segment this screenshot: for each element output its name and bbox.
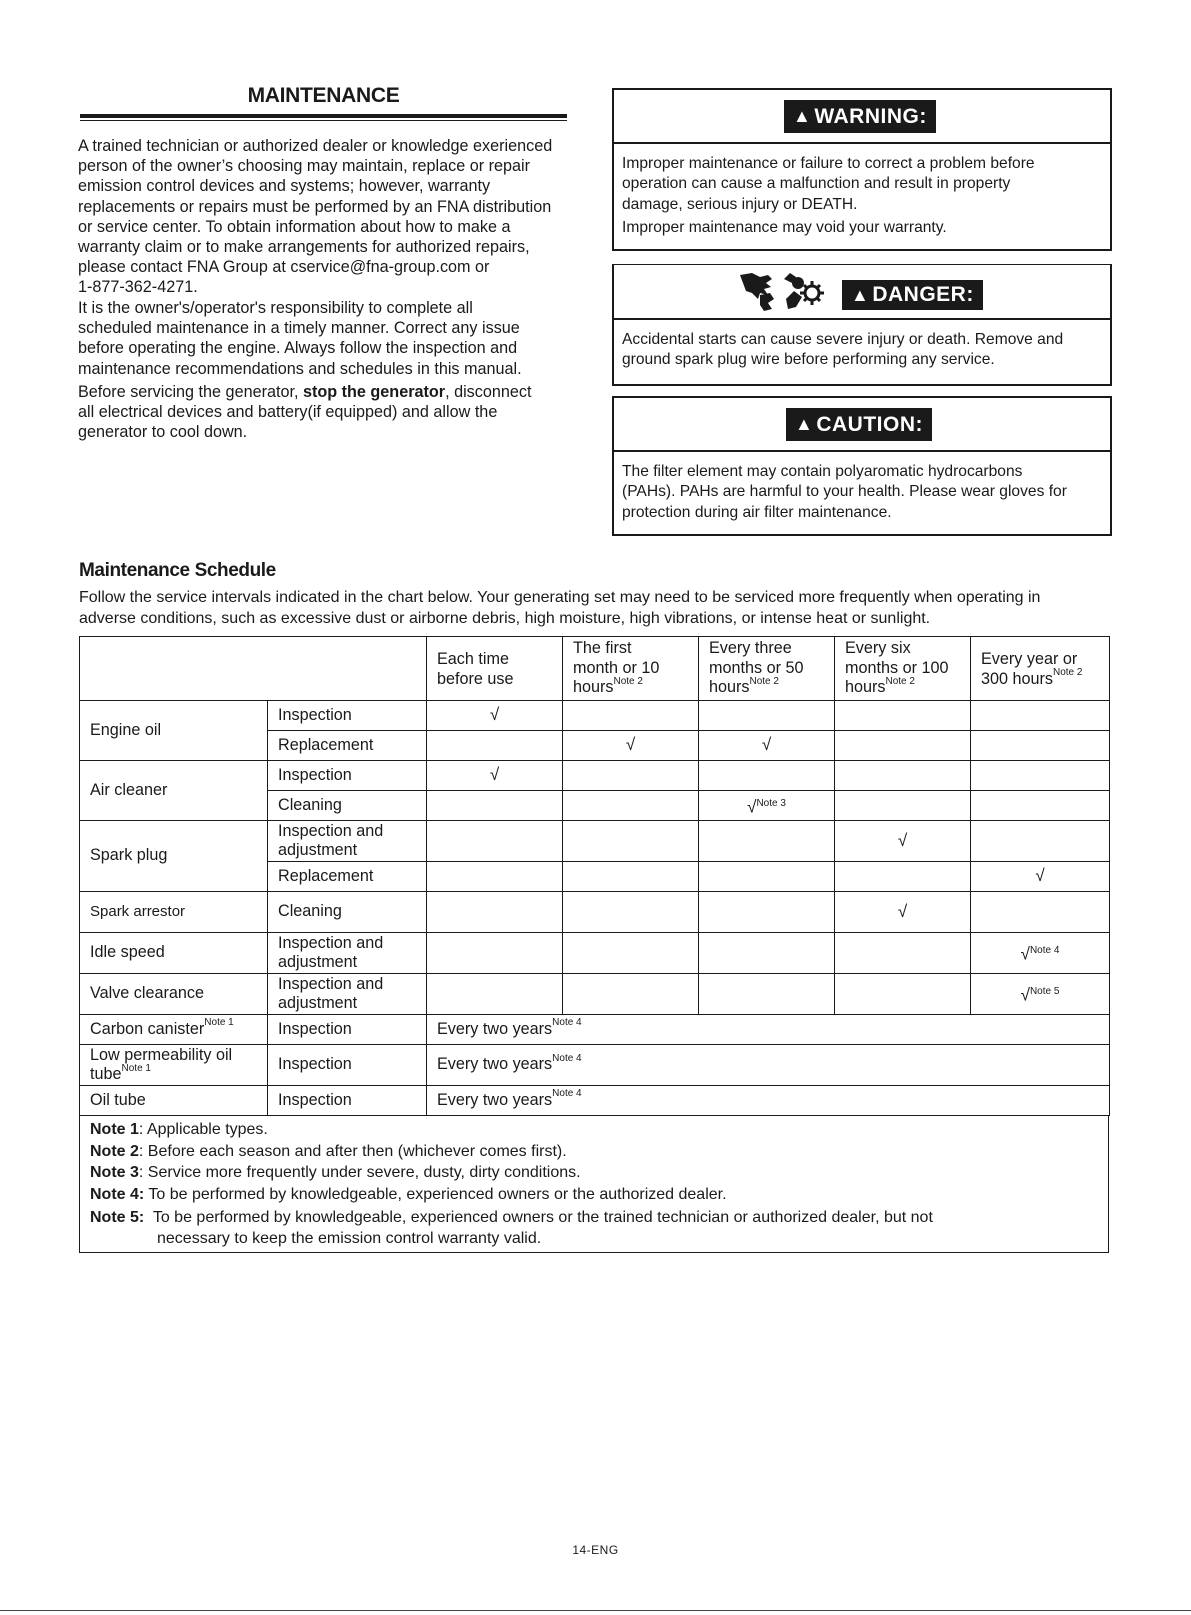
empty-cell — [971, 731, 1110, 761]
header-line: Each time — [437, 650, 509, 668]
task-cell: Cleaning — [268, 791, 427, 821]
note-ref: Note 4 — [552, 1088, 582, 1100]
header-each-time — [427, 637, 563, 701]
warning-header — [614, 90, 1110, 144]
task-cell — [268, 974, 427, 1015]
table-row — [80, 821, 1110, 862]
page-number: 14-ENG — [572, 1543, 619, 1557]
table-row — [80, 892, 1110, 933]
warning-label-text: WARNING: — [814, 105, 927, 128]
check-cell — [971, 974, 1110, 1015]
empty-cell — [835, 731, 971, 761]
check-cell — [427, 761, 563, 791]
item-line: Low permeability oil — [90, 1045, 233, 1064]
header-text: 300 hours — [981, 669, 1053, 688]
schedule-intro — [79, 587, 1119, 629]
interval-text: Every two years — [437, 1019, 553, 1038]
table-row — [80, 974, 1110, 1015]
notes-box — [79, 1116, 1109, 1253]
table-row — [80, 701, 1110, 731]
task-line: adjustment — [278, 994, 358, 1012]
title-rule-thin — [80, 120, 567, 121]
task-cell: Inspection — [268, 761, 427, 791]
caution-label-text: CAUTION: — [816, 413, 923, 436]
check-mark: √ — [489, 765, 500, 785]
empty-cell — [427, 892, 563, 933]
check-mark: √ — [1020, 985, 1030, 1005]
warning-triangle-icon: ▲ — [851, 285, 870, 305]
header-line: month or 10 — [573, 658, 660, 677]
paragraph-line: emission control devices and systems; however, warranty — [78, 177, 491, 196]
empty-cell — [835, 701, 971, 731]
servicing-paragraph — [78, 382, 590, 443]
warning-text-line: Improper maintenance or failure to correct a problem before — [622, 155, 1035, 172]
task-cell: Replacement — [268, 862, 427, 892]
interval-text: Every two years — [437, 1055, 553, 1074]
caution-text-line: The filter element may contain polyaromatic hydrocarbons — [622, 463, 1023, 480]
check-cell — [835, 892, 971, 933]
page-title: MAINTENANCE — [247, 84, 400, 107]
note-3 — [90, 1162, 1098, 1184]
danger-label-text: DANGER: — [872, 283, 974, 306]
table-header-row — [80, 637, 1110, 701]
task-cell: Inspection — [268, 1015, 427, 1045]
paragraph-line: before operating the engine. Always follow the inspection and — [78, 339, 518, 358]
empty-cell — [427, 862, 563, 892]
empty-cell — [971, 821, 1110, 862]
note-text: : Applicable types. — [138, 1121, 268, 1138]
empty-cell — [427, 821, 563, 862]
task-line: adjustment — [278, 953, 358, 971]
warning-text-line: damage, serious injury or DEATH. — [622, 195, 858, 213]
paragraph-line: It is the owner's/operator's responsibility to complete all — [78, 299, 473, 317]
note-ref: Note 2 — [1053, 667, 1083, 679]
emphasis-stop-generator: stop the generator — [302, 383, 446, 401]
empty-cell — [971, 761, 1110, 791]
empty-cell — [699, 933, 835, 974]
empty-cell — [971, 892, 1110, 933]
empty-cell — [427, 933, 563, 974]
item-low-permeability-oil-tube — [80, 1045, 268, 1086]
interval-cell — [427, 1045, 1110, 1086]
item-idle-speed: Idle speed — [80, 933, 268, 974]
interval-text: Every two years — [437, 1090, 553, 1109]
intro-paragraph — [78, 136, 590, 298]
task-cell: Cleaning — [268, 892, 427, 933]
paragraph-line: person of the owner’s choosing may maintain, replace or repair — [78, 157, 530, 176]
empty-cell — [835, 933, 971, 974]
paragraph-line: replacements or repairs must be performed by an FNA distribution — [78, 197, 552, 216]
note-2 — [90, 1141, 1098, 1163]
note-5 — [90, 1207, 1098, 1229]
item-carbon-canister — [80, 1015, 268, 1045]
empty-cell — [699, 821, 835, 862]
check-cell — [971, 933, 1110, 974]
warning-label — [784, 100, 936, 133]
check-mark: √ — [897, 901, 908, 921]
empty-cell — [563, 892, 699, 933]
note-ref: Note 4 — [1029, 945, 1060, 957]
task-line: Inspection and — [278, 933, 384, 952]
task-cell: Inspection — [268, 1045, 427, 1086]
warning-text-line: Improper maintenance may void your warranty. — [622, 218, 947, 236]
caution-text-line: (PAHs). PAHs are harmful to your health. Please wear gloves for — [622, 483, 1067, 501]
header-line: Every six — [845, 639, 911, 657]
header-line — [573, 675, 688, 698]
paragraph-line: adverse conditions, such as excessive dust or airborne debris, high moisture, high vibrations, or intense heat or sunlight. — [79, 610, 931, 627]
empty-cell — [699, 862, 835, 892]
note-ref: Note 3 — [756, 797, 786, 809]
empty-cell — [563, 761, 699, 791]
check-cell — [427, 701, 563, 731]
note-ref: Note 2 — [885, 675, 915, 687]
title-rule — [80, 114, 567, 118]
check-mark: √ — [1035, 866, 1045, 886]
empty-cell — [563, 974, 699, 1015]
item-spark-arrestor: Spark arrestor — [80, 892, 268, 933]
item-air-cleaner: Air cleaner — [80, 761, 268, 821]
task-cell — [268, 821, 427, 862]
note-text: To be performed by knowledgeable, experienced owners or the authorized dealer. — [144, 1185, 727, 1203]
task-cell — [268, 933, 427, 974]
check-mark: √ — [489, 705, 500, 725]
check-cell — [835, 821, 971, 862]
note-label: Note 4: — [90, 1185, 145, 1203]
danger-header — [614, 265, 1110, 320]
note-ref: Note 2 — [749, 675, 779, 687]
interval-cell — [427, 1015, 1110, 1045]
note-ref: Note 1 — [204, 1017, 234, 1029]
paragraph-line: warranty claim or to make arrangements for authorized repairs, — [78, 238, 530, 257]
paragraph-line: generator to cool down. — [78, 423, 248, 442]
header-line: months or 50 — [709, 658, 804, 677]
item-spark-plug: Spark plug — [80, 821, 268, 892]
item-text: Carbon canister — [90, 1019, 205, 1038]
text-run: Before servicing the generator, — [78, 383, 303, 401]
warning-body — [614, 144, 1110, 238]
schedule-title: Maintenance Schedule — [79, 560, 276, 581]
paragraph-line: 1-877-362-4271. — [78, 278, 198, 297]
header-text: hours — [573, 678, 614, 696]
note-text: To be performed by knowledgeable, experienced owners or the trained technician or authorized dealer, but not — [144, 1209, 933, 1226]
caution-box — [612, 396, 1112, 536]
task-line: Inspection and — [278, 821, 384, 840]
warning-triangle-icon: ▲ — [793, 106, 812, 126]
check-cell — [971, 862, 1110, 892]
note-4 — [90, 1184, 1098, 1206]
caution-text-line: protection during air filter maintenance. — [622, 503, 892, 521]
table-row — [80, 933, 1110, 974]
check-mark: √ — [761, 735, 772, 755]
header-line: Every year or — [981, 650, 1078, 668]
danger-text-line: ground spark plug wire before performing any service. — [622, 351, 995, 369]
note-label: Note 5: — [90, 1209, 145, 1226]
danger-label — [842, 280, 983, 310]
warning-box — [612, 88, 1112, 251]
empty-cell — [427, 731, 563, 761]
header-line — [709, 675, 824, 698]
empty-cell — [563, 791, 699, 821]
item-oil-tube: Oil tube — [80, 1086, 268, 1116]
table-row — [80, 1045, 1110, 1086]
header-text: hours — [845, 678, 886, 696]
header-line — [981, 667, 1099, 690]
empty-cell — [835, 862, 971, 892]
empty-cell — [835, 761, 971, 791]
empty-cell — [563, 821, 699, 862]
paragraph-line: please contact FNA Group at cservice@fna-group.com or — [78, 258, 490, 277]
check-cell — [563, 731, 699, 761]
note-ref: Note 4 — [552, 1017, 582, 1029]
empty-cell — [699, 892, 835, 933]
maintenance-schedule-table — [79, 636, 1110, 1116]
danger-text-line: Accidental starts can cause severe injury or death. Remove and — [622, 331, 1064, 348]
note-1 — [90, 1119, 1098, 1141]
header-text: hours — [709, 678, 750, 696]
empty-cell — [699, 701, 835, 731]
header-three-months — [699, 637, 835, 701]
table-row — [80, 1086, 1110, 1116]
note-label: Note 1 — [90, 1121, 139, 1138]
danger-box — [612, 264, 1112, 386]
text-run: , disconnect — [445, 383, 532, 401]
item-text: tube — [90, 1065, 122, 1083]
danger-body — [614, 320, 1110, 371]
note-ref: Note 1 — [121, 1062, 151, 1074]
item-valve-clearance: Valve clearance — [80, 974, 268, 1015]
task-line: adjustment — [278, 841, 358, 859]
paragraph-line: Follow the service intervals indicated in the chart below. Your generating set may need to be serviced more frequently when operating in — [79, 589, 1041, 606]
empty-cell — [563, 933, 699, 974]
table-row — [80, 1015, 1110, 1045]
paragraph-line: all electrical devices and battery(if equipped) and allow the — [78, 403, 498, 422]
header-six-months — [835, 637, 971, 701]
note-ref: Note 5 — [1029, 986, 1060, 998]
hand-entanglement-pictogram — [738, 269, 828, 315]
table-row — [80, 761, 1110, 791]
item-engine-oil: Engine oil — [80, 701, 268, 761]
check-mark: √ — [747, 796, 757, 816]
check-mark: √ — [625, 735, 636, 755]
header-first-month — [563, 637, 699, 701]
check-cell — [699, 731, 835, 761]
paragraph-line: maintenance recommendations and schedules in this manual. — [78, 359, 522, 378]
caution-header — [614, 398, 1110, 452]
caution-label — [786, 408, 932, 441]
header-line: months or 100 — [845, 658, 949, 677]
empty-cell — [971, 791, 1110, 821]
empty-cell — [563, 862, 699, 892]
paragraph-line: A trained technician or authorized dealer or knowledge exerienced — [78, 137, 553, 155]
empty-cell — [699, 761, 835, 791]
note-ref: Note 2 — [613, 675, 643, 687]
task-line: Inspection and — [278, 974, 384, 993]
empty-cell — [563, 701, 699, 731]
empty-cell — [699, 974, 835, 1015]
header-blank-cell — [80, 637, 427, 701]
header-every-year — [971, 637, 1110, 701]
empty-cell — [835, 791, 971, 821]
page-edge — [0, 1610, 1191, 1611]
paragraph-line: or service center. To obtain information about how to make a — [78, 217, 511, 236]
warning-text-line: operation can cause a malfunction and result in property — [622, 175, 1011, 193]
task-cell: Inspection — [268, 1086, 427, 1116]
item-line — [90, 1062, 257, 1085]
note-text: : Before each season and after then (whichever comes first). — [138, 1142, 567, 1160]
header-line: before use — [437, 669, 514, 688]
note-5-continuation: necessary to keep the emission control warranty valid. — [157, 1229, 542, 1247]
paragraph-line: scheduled maintenance in a timely manner. Correct any issue — [78, 319, 520, 338]
header-line: The first — [573, 639, 632, 657]
header-line — [845, 675, 960, 698]
check-mark: √ — [897, 830, 908, 850]
task-cell: Replacement — [268, 731, 427, 761]
paragraph-line — [78, 382, 590, 402]
empty-cell — [971, 701, 1110, 731]
interval-cell — [427, 1086, 1110, 1116]
empty-cell — [427, 791, 563, 821]
header-line: Every three — [709, 639, 792, 657]
note-label: Note 3 — [90, 1164, 139, 1181]
caution-body — [614, 452, 1110, 523]
note-ref: Note 4 — [552, 1052, 582, 1064]
check-cell — [699, 791, 835, 821]
check-mark: √ — [1020, 944, 1030, 964]
warning-triangle-icon: ▲ — [795, 414, 814, 434]
empty-cell — [427, 974, 563, 1015]
empty-cell — [835, 974, 971, 1015]
note-label: Note 2 — [90, 1142, 139, 1160]
task-cell: Inspection — [268, 701, 427, 731]
responsibility-paragraph — [78, 298, 590, 379]
note-text: : Service more frequently under severe, dusty, dirty conditions. — [138, 1164, 581, 1181]
